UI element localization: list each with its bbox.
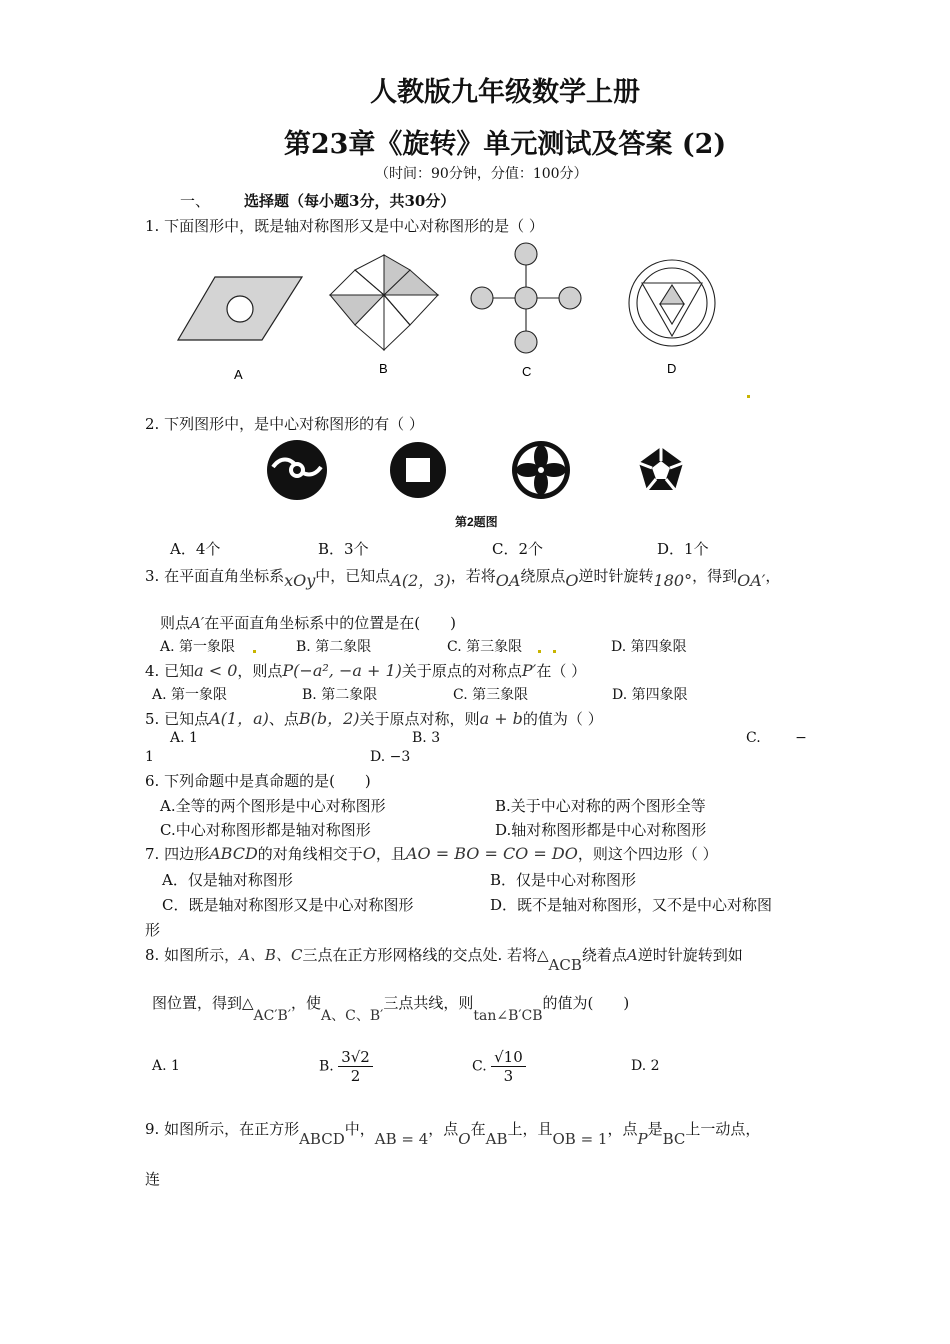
section-title: 选择题（每小题3分，共30分） [244,192,456,210]
q7-option-c: C．既是轴对称图形又是中心对称图形 [162,896,414,914]
q5-option-d: D. −3 [370,749,411,765]
question-8-line-2: 图位置，得到△AC′B′，使A、C、B′三点共线，则tan∠B′CB的值为( ) [152,994,630,1024]
q3-option-b: B. 第二象限 [296,639,372,655]
q7-option-b: B．仅是中心对称图形 [490,871,637,889]
figure-b-label: B [379,361,388,376]
q8-option-b: B. $\frac{3√2}{2}$ [319,1048,373,1085]
q6-option-a: A.全等的两个图形是中心对称图形 [160,797,386,815]
exam-meta: （时间：90分钟，分值：100分） [375,166,588,182]
q5-option-c: C. − [746,730,807,746]
q6-option-d: D.轴对称图形都是中心对称图形 [495,821,707,839]
question-7: 7. 四边形ABCD的对角线相交于O，且AO = BO = CO = DO，则这个四边形（ ） [145,844,718,863]
page-subtitle: 第23章《旋转》单元测试及答案 (2) [283,129,727,160]
q2-figure-4 [634,443,688,497]
figure-a-label: A [234,367,243,382]
question-2: 2. 下列图形中，是中心对称图形的有（ ） [145,415,424,433]
question-6: 6. 下列命题中是真命题的是( ) [145,772,371,790]
question-3-line-2: 则点A′在平面直角坐标系中的位置是在( ) [160,614,456,632]
q4-option-c: C. 第三象限 [453,687,529,703]
q8-option-c: C. $\frac{√10}{3}$ [472,1048,526,1085]
q3-option-d: D. 第四象限 [611,639,687,655]
page-title: 人教版九年级数学上册 [370,77,640,108]
q2-option-d: D．1个 [657,540,709,558]
figure-d-circle-triangle [629,260,715,346]
q8-option-d: D. 2 [631,1058,660,1074]
q8-option-a: A. 1 [152,1058,180,1074]
q4-option-b: B. 第二象限 [302,687,378,703]
q2-figure-1 [267,440,327,500]
figure-a-parallelogram [178,277,302,340]
question-8: 8. 如图所示，A、B、C三点在正方形网格线的交点处. 若将△ACB绕着点A逆时针旋转到如 [145,946,743,974]
q3-option-c: C. 第三象限 [447,639,523,655]
q4-option-d: D. 第四象限 [612,687,688,703]
q2-option-c: C．2个 [492,540,544,558]
q2-figure-2 [390,442,446,498]
q6-option-c: C.中心对称图形都是轴对称图形 [160,821,371,839]
q6-option-b: B.关于中心对称的两个图形全等 [495,797,706,815]
q2-option-b: B．3个 [318,540,369,558]
figure-c-label: C [522,364,532,379]
q5-option-a: A. 1 [170,730,198,746]
q5-option-c-cont: 1 [145,749,154,765]
q1-figures [170,240,790,400]
question-9-line-2: 连 [145,1170,161,1188]
question-4: 4. 已知a < 0，则点P(−a², −a + 1)关于原点的对称点P′在（ ） [145,661,587,680]
q7-option-d: D．既不是轴对称图形，又不是中心对称图 [490,896,773,914]
figure-c-circles [471,243,581,353]
question-3: 3. 在平面直角坐标系xOy中，已知点A(2，3)，若将OA绕原点O逆时针旋转180°，得到OA′， [145,567,781,590]
q2-figures [260,437,700,507]
q5-option-b: B. 3 [412,730,441,746]
q2-option-a: A．4个 [170,540,221,558]
question-9: 9. 如图所示，在正方形ABCD中，AB = 4，点O在AB上，且OB = 1，点P是BC上一动点， [145,1120,761,1148]
figure-b-pinwheel [330,255,438,350]
q4-option-a: A. 第一象限 [152,687,228,703]
question-1: 1. 下面图形中，既是轴对称图形又是中心对称图形的是（ ） [145,217,544,235]
section-number: 一、 [180,192,211,210]
figure-d-label: D [667,361,677,376]
q2-figure-3 [512,441,570,499]
q7-option-d-cont: 形 [145,921,161,939]
q7-option-a: A．仅是轴对称图形 [162,871,293,889]
q3-option-a: A. 第一象限 [160,639,236,655]
q2-caption: 第2题图 [455,515,498,529]
question-5: 5. 已知点A(1，a)、点B(b，2)关于原点对称，则a + b的值为（ ） [145,709,603,728]
